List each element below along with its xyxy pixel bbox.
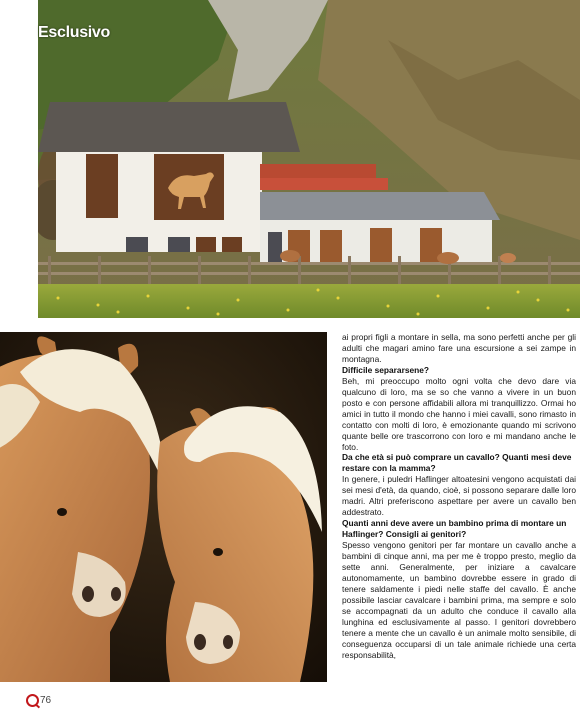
- magazine-logo-icon: [26, 694, 39, 707]
- paragraph: ai propri figli a montare in sella, ma sono perfetti anche per gli adulti che magari amino fare una escursione a sei zampe in montagna.: [342, 332, 576, 364]
- farm-photo: [38, 0, 580, 318]
- page-footer: [26, 692, 51, 708]
- interview-question: Difficile separarsene?: [342, 364, 430, 375]
- interview-question: Quanti anni deve avere un bambino prima di montare un Haflinger? Consigli ai genitori?: [342, 518, 567, 540]
- paragraph: Spesso vengono genitori per far montare un cavallo anche a bambini di cinque anni, ma per me è troppo presto, meglio da sette anni. Generalmente, per iniziare a cavalcare autonomamente, un bambino dovrebbe essere in grado di tenere saldamente i piedi nelle staffe del cavallo. È anche possibile lasciar cavalcare i bambini prima, ma sempre e solo se accompagnati da un adulto che conduce il cavallo alla lunghina ed esclusivamente al passo. I genitori dovrebbero tenere a mente che un cavallo è un animale molto sensibile, di conseguenza occuparsi di un tale animale richiede una certa responsabilità,: [342, 540, 576, 660]
- horses-photo: [0, 332, 327, 682]
- section-tag: Esclusivo: [38, 24, 111, 41]
- paragraph: In genere, i puledri Haflinger altoatesini vengono acquistati dai sei mesi d'età, da quando, cioè, si possono separare dalle loro madri. Altri preferiscono aspettare per avere un cavallo ben addestrato.: [342, 474, 576, 518]
- page-number: 76: [40, 694, 52, 706]
- article-column: [342, 332, 576, 686]
- paragraph: Beh, mi preoccupo molto ogni volta che devo dare via qualcuno di loro, ma se so che vanno a vivere in un buon posto e con persone affidabili allora mi tranquillizzo. Ormai ho amici in tutto il mondo che hanno i miei cavalli, sono rimasto in contatto con molti di loro, è emozionante quando mi scrivono quante belle ore trascorrono con loro e mi mandano anche le foto.: [342, 375, 576, 452]
- interview-question: Da che età si può comprare un cavallo? Quanti mesi deve restare con la mamma?: [342, 452, 572, 474]
